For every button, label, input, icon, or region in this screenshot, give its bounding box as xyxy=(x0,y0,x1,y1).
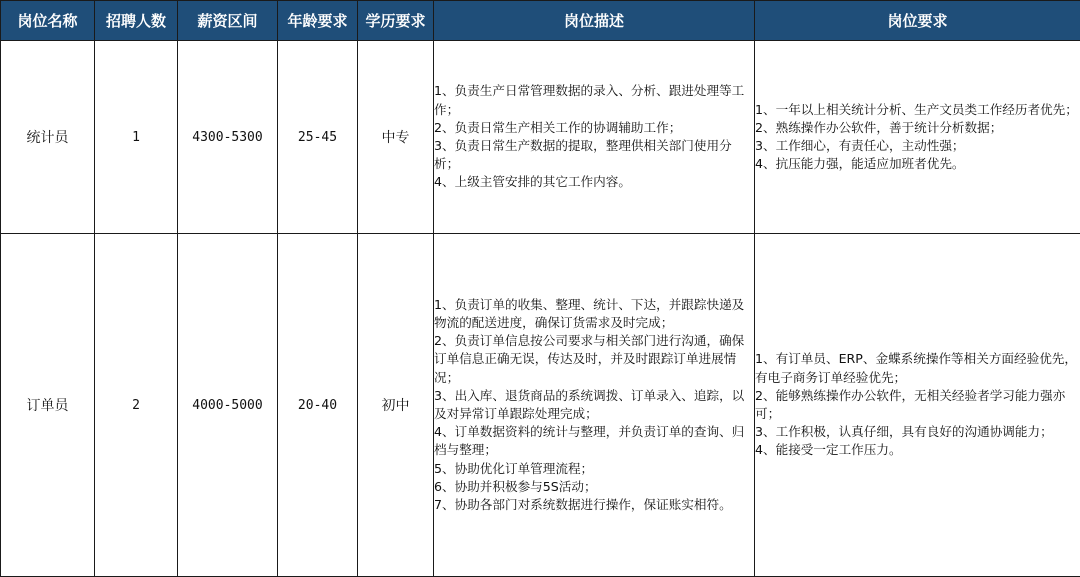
description-cell xyxy=(434,234,755,577)
header-count: 招聘人数 xyxy=(95,1,178,41)
salary-cell: 4000-5000 xyxy=(178,234,278,577)
requirements-cell xyxy=(755,234,1080,577)
table-row xyxy=(1,234,1080,577)
age-cell: 20-40 xyxy=(278,234,358,577)
description-line: 2、负责日常生产相关工作的协调辅助工作； xyxy=(434,119,754,137)
table-row xyxy=(1,41,1080,234)
education-cell: 中专 xyxy=(358,41,434,234)
headcount-cell: 1 xyxy=(95,41,178,234)
requirement-line: 2、熟练操作办公软件，善于统计分析数据； xyxy=(755,119,1080,137)
header-row xyxy=(1,1,1080,41)
description-line: 7、协助各部门对系统数据进行操作，保证账实相符。 xyxy=(434,496,754,514)
requirement-line: 4、能接受一定工作压力。 xyxy=(755,441,1080,459)
header-salary: 薪资区间 xyxy=(178,1,278,41)
header-description: 岗位描述 xyxy=(434,1,755,41)
description-line: 5、协助优化订单管理流程； xyxy=(434,460,754,478)
description-line: 4、上级主管安排的其它工作内容。 xyxy=(434,173,754,191)
header-requirements: 岗位要求 xyxy=(755,1,1080,41)
salary-cell: 4300-5300 xyxy=(178,41,278,234)
requirements-cell xyxy=(755,41,1080,234)
description-cell xyxy=(434,41,755,234)
education-cell: 初中 xyxy=(358,234,434,577)
header-title: 岗位名称 xyxy=(1,1,95,41)
requirement-line: 2、能够熟练操作办公软件，无相关经验者学习能力强亦可； xyxy=(755,387,1080,423)
description-line: 1、负责生产日常管理数据的录入、分析、跟进处理等工作； xyxy=(434,82,754,118)
job-title-cell: 订单员 xyxy=(1,234,95,577)
requirement-line: 3、工作细心，有责任心，主动性强； xyxy=(755,137,1080,155)
description-line: 3、出入库、退货商品的系统调拨、订单录入、追踪，以及对异常订单跟踪处理完成； xyxy=(434,387,754,423)
description-line: 6、协助并积极参与5S活动； xyxy=(434,478,754,496)
description-line: 2、负责订单信息按公司要求与相关部门进行沟通，确保订单信息正确无误，传达及时，并及时跟踪订单进展情况； xyxy=(434,332,754,387)
requirement-line: 4、抗压能力强，能适应加班者优先。 xyxy=(755,155,1080,173)
requirement-line: 1、一年以上相关统计分析、生产文员类工作经历者优先； xyxy=(755,101,1080,119)
header-education: 学历要求 xyxy=(358,1,434,41)
requirement-line: 1、有订单员、ERP、金蝶系统操作等相关方面经验优先，有电子商务订单经验优先； xyxy=(755,350,1080,386)
description-line: 3、负责日常生产数据的提取，整理供相关部门使用分析； xyxy=(434,137,754,173)
description-line: 1、负责订单的收集、整理、统计、下达，并跟踪快递及物流的配送进度，确保订货需求及时完成； xyxy=(434,296,754,332)
requirement-line: 3、工作积极，认真仔细，具有良好的沟通协调能力； xyxy=(755,423,1080,441)
header-age: 年龄要求 xyxy=(278,1,358,41)
age-cell: 25-45 xyxy=(278,41,358,234)
job-title-cell: 统计员 xyxy=(1,41,95,234)
headcount-cell: 2 xyxy=(95,234,178,577)
description-line: 4、订单数据资料的统计与整理，并负责订单的查询、归档与整理； xyxy=(434,423,754,459)
